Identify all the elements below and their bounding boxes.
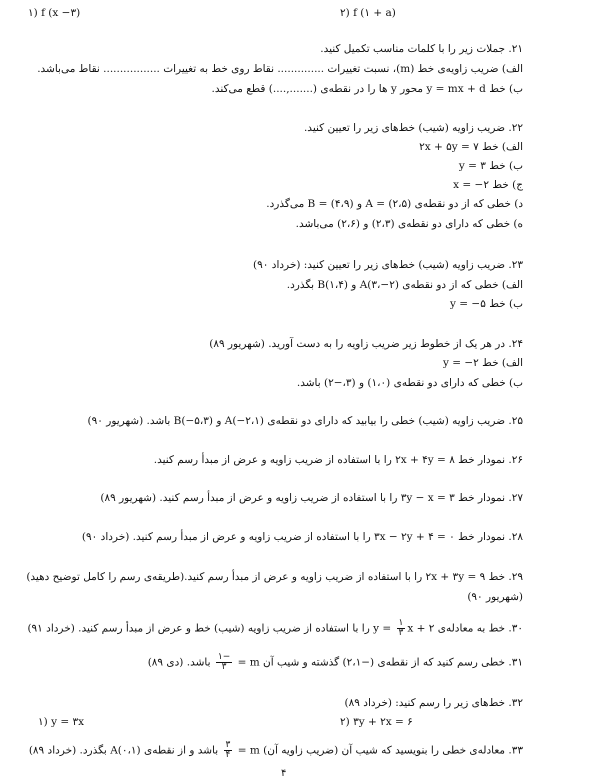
question-23-a: الف) خطی که از دو نقطه‌ی A(۳،−۲) و B(۱،۴) بگذرد. [286, 279, 523, 291]
question-33-fraction [224, 741, 233, 760]
question-32-title: ۳۲. خط‌های زیر را رسم کنید: (خرداد ۸۹) [344, 697, 523, 709]
question-31-pre: ۳۱. خطی رسم کنید که از نقطه‌ی (−۲،۱) گذشته و شیب آن m = [234, 656, 523, 669]
question-22-d: د) خطی که از دو نقطه‌ی A = (۲،۵) و B = (۴،۹) می‌گذرد. [266, 198, 523, 210]
fraction-denominator: ۳ [221, 662, 227, 672]
page-number: ۴ [281, 768, 287, 779]
question-30-pre: ۳۰. خط به معادله‌ی y = [373, 622, 523, 635]
header-option-2: ۲) f (۱ + a) [340, 7, 396, 19]
question-29-line-2: (شهریور ۹۰) [467, 591, 523, 603]
question-22-b: ب) خط y = ۳ [458, 160, 523, 172]
question-31-fraction [216, 653, 232, 672]
header-option-1: ۱) f (x −۳) [28, 7, 81, 19]
question-23-b: ب) خط y = −۵ [450, 298, 523, 310]
fraction-denominator: ۴ [225, 750, 231, 760]
question-32-option-2: ۲) ۳y + ۲x = ۶ [340, 716, 413, 728]
question-31 [148, 653, 523, 672]
question-30-fraction [397, 619, 406, 638]
question-21-a: الف) ضریب زاویه‌ی خط (m)، نسبت تغییرات .............. نقاط روی خط به تغییرات ................. نقاط می‌باشد. [37, 63, 523, 75]
question-33-post: باشد و از نقطه‌ی A(۰،۱) بگذرد. (خرداد ۸۹) [28, 744, 222, 757]
question-30 [27, 619, 523, 638]
fraction-numerator: ۳ [225, 740, 231, 750]
question-24-b: ب) خطی که دارای دو نقطه‌ی (۱،۰) و (۳،−۲) باشد. [296, 377, 523, 389]
question-22-c: ج) خط x = −۲ [453, 179, 523, 191]
question-33-pre: ۳۳. معادله‌ی خطی را بنویسید که شیب آن (ضریب زاویه آن) m = [234, 744, 523, 757]
question-25: ۲۵. ضریب زاویه (شیب) خطی را بیابید که دارای دو نقطه‌ی A(−۲،۱) و B(−۵،۳) باشد. (شهریور ۹۰) [87, 415, 523, 427]
question-24-a: الف) خط y = −۲ [442, 357, 523, 369]
fraction-numerator: ۱ [398, 618, 404, 628]
question-23-title: ۲۳. ضریب زاویه (شیب) خط‌های زیر را تعیین کنید: (خرداد ۹۰) [253, 259, 523, 271]
question-26: ۲۶. نمودار خط ۲x + ۴y = ۸ را با استفاده از ضریب زاویه و عرض از مبدأ رسم کنید. [153, 454, 523, 466]
fraction-numerator: −۱ [217, 652, 231, 662]
question-21-title: ۲۱. جملات زیر را با کلمات مناسب تکمیل کنید. [320, 43, 523, 55]
question-31-post: باشد. (دی ۸۹) [147, 656, 214, 669]
question-28: ۲۸. نمودار خط ۳x − ۲y + ۴ = ۰ را با استفاده از ضریب زاویه و عرض از مبدأ رسم کنید. (خرداد ۹۰) [81, 531, 523, 543]
question-32-option-1: ۱) y = ۳x [38, 716, 85, 728]
question-30-post: x + ۲ را با استفاده از ضریب زاویه (شیب) خط و عرض از مبدأ رسم کنید. (خرداد ۹۱) [27, 622, 435, 635]
question-22-a: الف) خط ۲x + ۵y = ۷ [419, 141, 523, 153]
question-22-title: ۲۲. ضریب زاویه (شیب) خط‌های زیر را تعیین کنید. [303, 122, 523, 134]
question-24-title: ۲۴. در هر یک از خطوط زیر ضریب زاویه را به دست آورید. (شهریور ۸۹) [209, 338, 523, 350]
question-29-line-1: ۲۹. خط ۲x + ۳y = ۹ را با استفاده از ضریب زاویه و عرض از مبدأ رسم کنید.(طریقه‌ی رسم را کامل توضیح دهید) [26, 571, 523, 583]
question-33 [29, 741, 523, 760]
question-27: ۲۷. نمودار خط ۳y − x = ۳ را با استفاده از ضریب زاویه و عرض از مبدأ رسم کنید. (شهریور ۸۹) [100, 492, 523, 504]
question-22-e: ه) خطی که دارای دو نقطه‌ی (۲،۳) و (۲،۶) می‌باشد. [295, 218, 523, 230]
question-21-b: ب) خط y = mx + d محور y ها را در نقطه‌ی (.......,....) قطع می‌کند. [211, 83, 523, 95]
fraction-denominator: ۳ [398, 628, 404, 638]
